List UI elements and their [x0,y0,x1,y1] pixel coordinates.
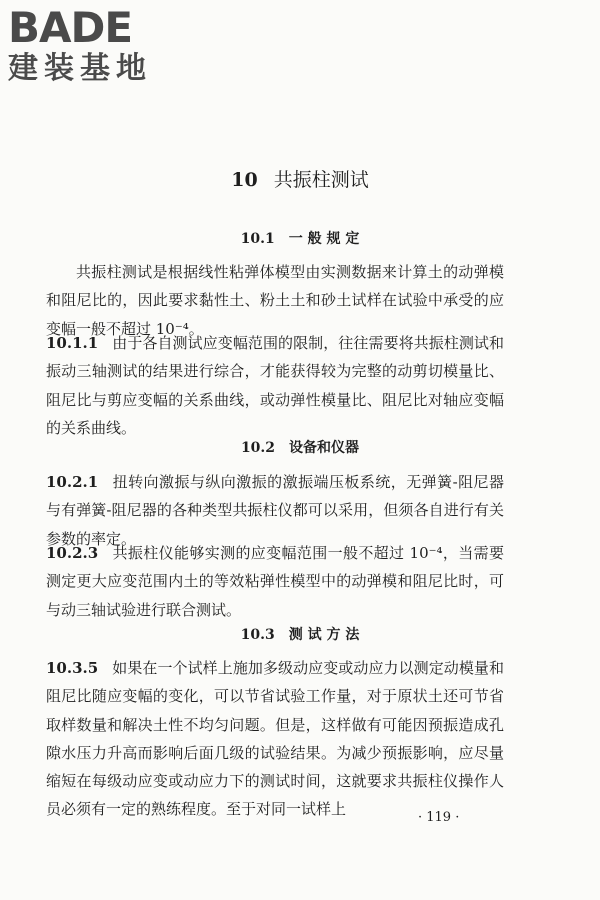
clause-number: 10.2.3 [46,544,99,562]
logo-wordmark: BADE [8,3,133,52]
paragraph-text: 由于各自测试应变幅范围的限制，往往需要将共振柱测试和振动三轴测试的结果进行综合，才能获得较为完整的动剪切模量比、阻尼比与剪应变幅的关系曲线，或动弹性模量比、阻尼比对轴应变幅的关系曲线。 [46,334,504,437]
clause-number: 10.1.1 [46,334,99,352]
clause-number: 10.3.5 [46,659,99,677]
section-number: 10.3 [240,627,275,643]
clause-paragraph [46,329,504,442]
chapter-name: 共振柱测试 [273,169,369,191]
page-number: · 119 · [418,810,460,825]
section-number: 10.2 [240,440,276,456]
clause-paragraph [46,539,504,624]
section-title-10-2 [0,438,600,458]
paragraph-text: 扭转向激振与纵向激振的激振端压板系统，无弹簧-阻尼器与有弹簧-阻尼器的各种类型共振柱仪都可以采用，但须各自进行有关参数的率定。 [46,473,504,548]
chapter-title [0,168,600,192]
section-title-10-1 [0,229,600,249]
section-name: 测 试 方 法 [288,627,360,643]
paragraph-text: 共振柱测试是根据线性粘弹体模型由实测数据来计算土的动弹模和阻尼比的，因此要求黏性土、粉土土和砂土试样在试验中承受的应变幅一般不超过 10⁻⁴。 [46,263,504,338]
logo-tagline: 建装基地 [8,51,152,86]
clause-paragraph [46,654,504,824]
section-name: 设备和仪器 [289,440,360,456]
bade-logo [8,3,183,90]
chapter-number: 10 [231,169,258,191]
paragraph-text: 共振柱仪能够实测的应变幅范围一般不超过 10⁻⁴，当需要测定更大应变范围内土的等效粘弹性模型中的动弹模和阻尼比时，可与动三轴试验进行联合测试。 [46,544,504,619]
section-title-10-3 [0,625,600,645]
section-number: 10.1 [240,231,275,247]
paragraph-text: 如果在一个试样上施加多级动应变或动应力以测定动模量和阻尼比随应变幅的变化，可以节省试验工作量，对于原状土还可节省取样数量和解决土性不均匀问题。但是，这样做有可能因预振造成孔隙水压力升高而影响后面几级的试验结果。为减少预振影响，应尽量缩短在每级动应变或动应力下的测试时间，这就要求共振柱仪操作人员必须有一定的熟练程度。至于对同一试样上 [46,659,504,819]
section-name: 一 般 规 定 [288,231,360,247]
clause-number: 10.2.1 [46,473,99,491]
